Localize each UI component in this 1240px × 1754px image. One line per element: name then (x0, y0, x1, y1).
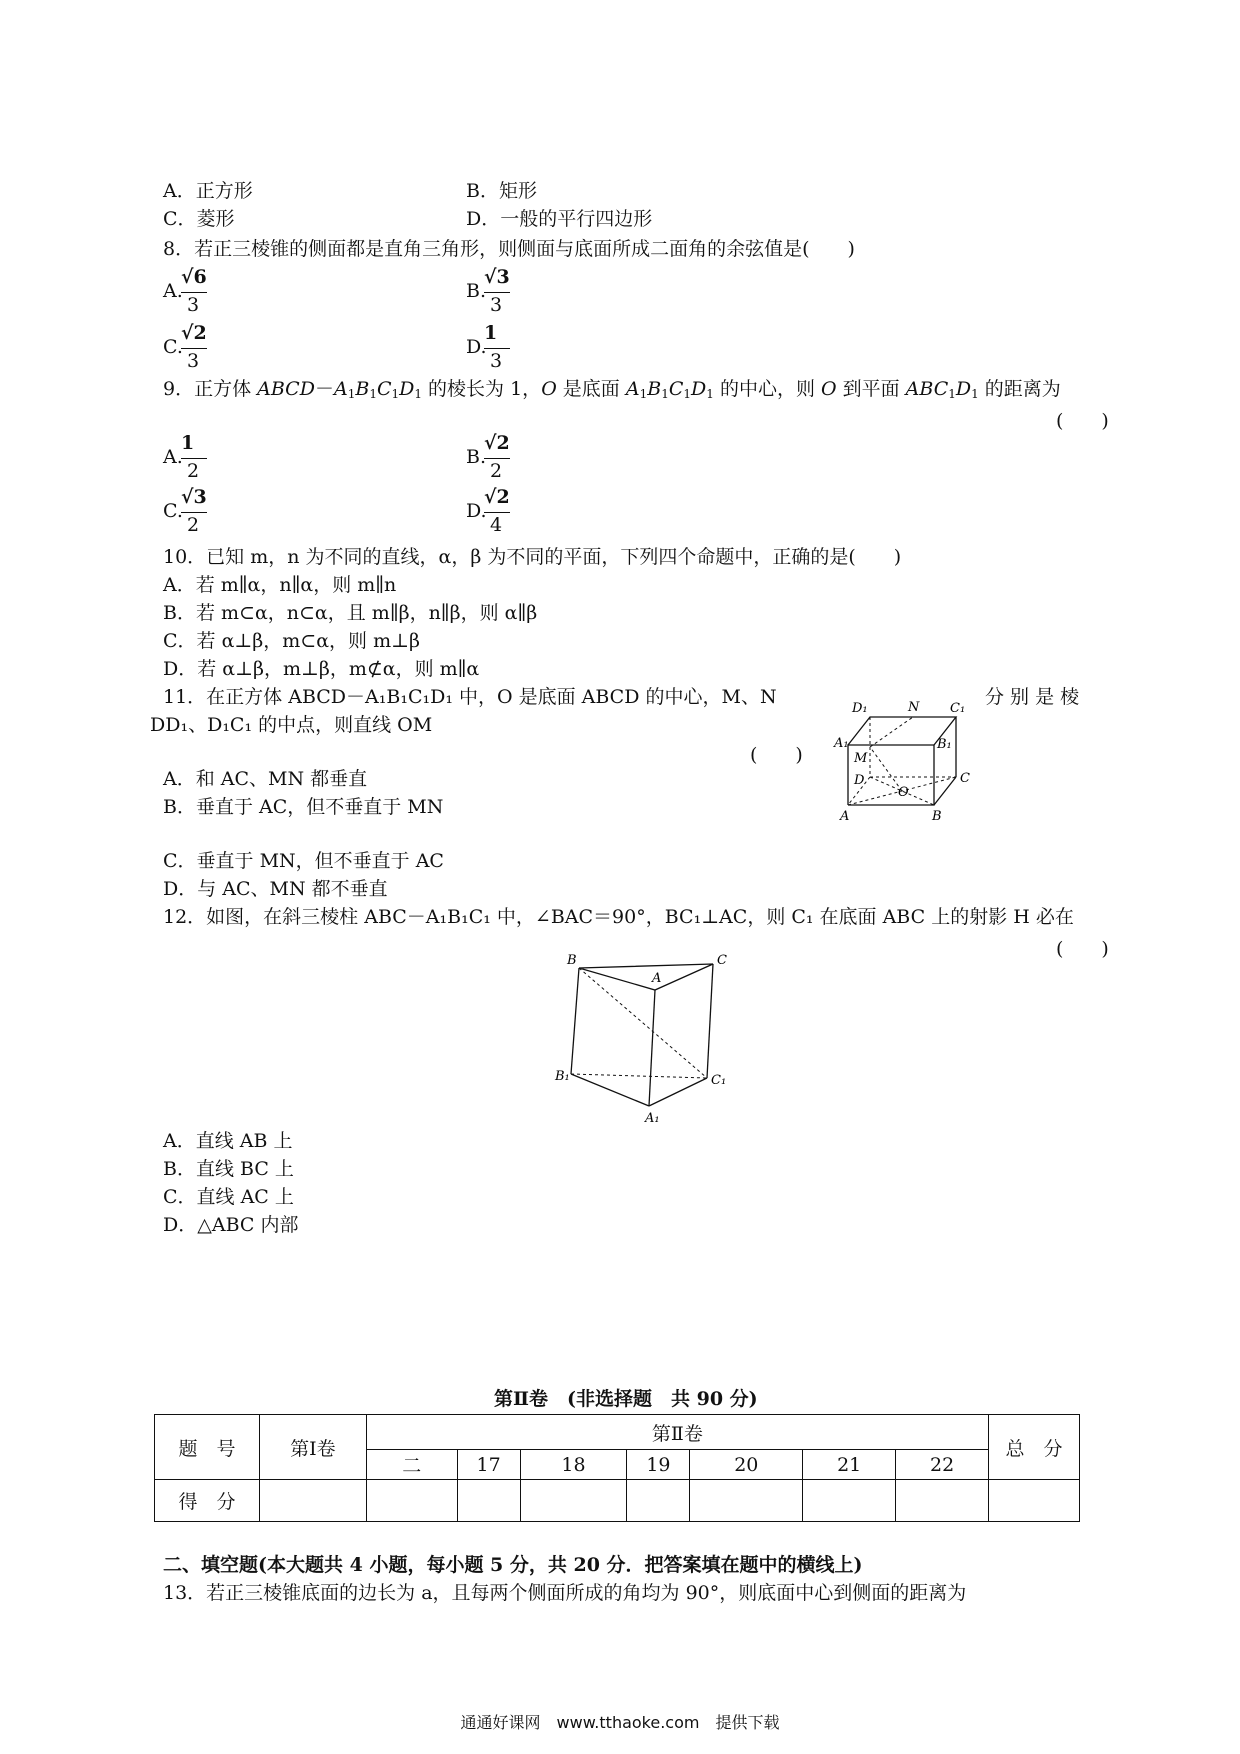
q11-fig-label: C₁ (950, 701, 966, 716)
q12-fig-label: C (717, 953, 727, 968)
q11-option-b: B．垂直于 AC，但不垂直于 MN (163, 796, 444, 818)
q11-stem-line2: DD₁、D₁C₁ 的中点，则直线 OM (150, 714, 433, 736)
score-table-sub: 20 (690, 1450, 803, 1480)
q11-fig-label: B₁ (937, 737, 952, 752)
q11-fig-label: A (840, 809, 850, 824)
score-table-sub: 18 (520, 1450, 627, 1480)
score-table-sub: 21 (803, 1450, 896, 1480)
q13-stem: 13．若正三棱锥底面的边长为 a，且每两个侧面所成的角均为 90°，则底面中心到侧面的距离为 (163, 1582, 967, 1604)
score-cell (803, 1480, 896, 1522)
q11-stem-line1: 11．在正方体 ABCD－A₁B₁C₁D₁ 中，O 是底面 ABCD 的中心，M、N (163, 686, 777, 708)
score-table-sub: 22 (896, 1450, 989, 1480)
q11-fig-label: A₁ (834, 736, 849, 751)
q12-prism-figure (555, 950, 735, 1128)
q10-option-b: B．若 m⊂α，n⊂α，且 m∥β，n∥β，则 α∥β (163, 602, 538, 624)
q12-option-d: D．△ABC 内部 (163, 1214, 299, 1236)
score-table-header-number: 题 号 (155, 1415, 260, 1480)
q12-fig-label: B (567, 953, 577, 968)
q12-fig-label: C₁ (711, 1073, 727, 1088)
q12-answer-paren: ( ) (1056, 938, 1109, 960)
score-cell (457, 1480, 520, 1522)
score-table-sub: 17 (457, 1450, 520, 1480)
score-table-header-part1: 第Ⅰ卷 (259, 1415, 366, 1480)
score-cell (259, 1480, 366, 1522)
q11-fig-label: D₁ (852, 701, 868, 716)
q10-option-d: D．若 α⊥β，m⊥β，m⊄α，则 m∥α (163, 658, 480, 680)
q7-option-a: A．正方形 (163, 180, 253, 202)
q9-answer-paren: ( ) (1056, 410, 1109, 432)
section2-heading: 二、填空题(本大题共 4 小题，每小题 5 分，共 20 分．把答案填在题中的横线上) (163, 1554, 863, 1576)
q11-stem-line1-tail: 分 别 是 棱 (985, 686, 1080, 708)
q12-fig-label: A₁ (645, 1111, 660, 1126)
q11-option-a: A．和 AC、MN 都垂直 (163, 768, 368, 790)
q11-fig-label: M (854, 751, 868, 766)
q11-fig-label: D (854, 773, 865, 788)
q10-option-c: C．若 α⊥β，m⊂α，则 m⊥β (163, 630, 420, 652)
q11-cube-figure (834, 690, 970, 830)
q11-fig-label: O (898, 785, 909, 800)
q7-option-b: B．矩形 (466, 180, 537, 202)
q11-fig-label: B (932, 809, 942, 824)
q12-option-b: B．直线 BC 上 (163, 1158, 294, 1180)
score-table-row-label: 得 分 (155, 1480, 260, 1522)
q11-option-d: D．与 AC、MN 都不垂直 (163, 878, 388, 900)
q9-stem: 9．正方体 $ABCD-A_1B_1C_1D_1$ 的棱长为 1，O 是底面 $A_1B_1C_1D_1$ 的中心，则 O 到平面 $ABC_1D_1$ 的距离为 (163, 378, 1061, 401)
score-cell (896, 1480, 989, 1522)
part2-title: 第Ⅱ卷 (非选择题 共 90 分) (494, 1388, 758, 1410)
score-cell (366, 1480, 457, 1522)
q7-option-c: C．菱形 (163, 208, 235, 230)
q12-option-a: A．直线 AB 上 (163, 1130, 293, 1152)
q12-option-c: C．直线 AC 上 (163, 1186, 294, 1208)
score-table-sub: 二 (366, 1450, 457, 1480)
score-table-header-total: 总 分 (989, 1415, 1080, 1480)
score-cell (989, 1480, 1080, 1522)
q11-fig-label: N (908, 700, 920, 715)
q12-stem: 12．如图，在斜三棱柱 ABC－A₁B₁C₁ 中，∠BAC＝90°，BC₁⊥AC，则 C₁ 在底面 ABC 上的射影 H 必在 (163, 906, 1074, 928)
q11-fig-label: C (960, 771, 970, 786)
score-cell (690, 1480, 803, 1522)
score-table (154, 1414, 1080, 1522)
q8-stem: 8．若正三棱锥的侧面都是直角三角形，则侧面与底面所成二面角的余弦值是( ) (163, 238, 855, 260)
footer: 通通好课网 www.tthaoke.com 提供下载 (460, 1713, 780, 1732)
q11-option-c: C．垂直于 MN，但不垂直于 AC (163, 850, 444, 872)
q10-option-a: A．若 m∥α，n∥α，则 m∥n (163, 574, 397, 596)
score-table-header-part2: 第Ⅱ卷 (366, 1415, 988, 1450)
q12-fig-label: A (652, 971, 662, 986)
score-table-sub: 19 (627, 1450, 690, 1480)
q10-stem: 10．已知 m，n 为不同的直线，α，β 为不同的平面，下列四个命题中，正确的是( ) (163, 546, 902, 568)
q11-answer-paren: ( ) (750, 744, 803, 766)
q7-option-d: D．一般的平行四边形 (466, 208, 653, 230)
score-cell (627, 1480, 690, 1522)
q12-fig-label: B₁ (555, 1069, 570, 1084)
score-cell (520, 1480, 627, 1522)
